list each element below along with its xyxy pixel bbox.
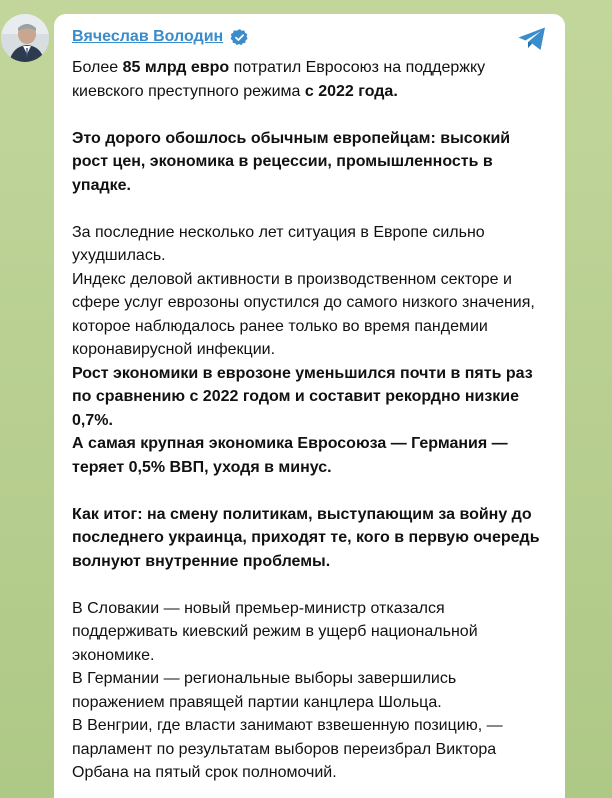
verified-badge-icon (230, 28, 249, 47)
paragraph-germany-gdp: А самая крупная экономика Евросоюза — Германия — теряет 0,5% ВВП, уходя в минус. (72, 435, 508, 476)
telegram-share-icon[interactable] (517, 26, 547, 52)
paragraph-conclusion: Как итог: на смену политикам, выступающим за войну до последнего украинца, приходят те, кого в первую очередь волнуют внутренние проблемы. (72, 505, 540, 570)
paragraph-growth: Рост экономики в еврозоне уменьшился почти в пять раз по сравнению с 2022 годом и составит рекордно низкие 0,7%. (72, 364, 533, 429)
paragraph-index: Индекс деловой активности в производственном секторе и сфере услуг еврозоны опустился до самого низкого значения, которое наблюдалось ранее только во время пандемии коронавирусной инфекции. (72, 270, 535, 358)
paragraph-germany-elections: В Германии — региональные выборы завершились поражением правящей партии канцлера Шольца. (72, 670, 457, 711)
message-text (72, 56, 545, 785)
paragraph-situation: За последние несколько лет ситуация в Европе сильно ухудшилась. (72, 223, 485, 264)
text-highlight-amount: 85 млрд евро (122, 59, 230, 76)
avatar-photo (1, 14, 49, 62)
paragraph-cost: Это дорого обошлось обычным европейцам: высокий рост цен, экономика в рецессии, промышленность в упадке. (72, 129, 511, 194)
text-fragment: Более (72, 59, 123, 76)
text-fragment: потратил Евросоюз на поддержку киевского преступного режима (72, 59, 486, 100)
author-name-link[interactable]: Вячеслав Володин (72, 28, 224, 45)
paragraph-hungary: В Венгрии, где власти занимают взвешенную позицию, — парламент по результатам выборов переизбрал Виктора Орбана на пятый срок полномочий. (72, 717, 503, 781)
paragraph-spending (72, 56, 545, 103)
message-bubble (54, 14, 565, 798)
message-header (72, 24, 545, 50)
author-avatar[interactable] (1, 14, 49, 62)
text-highlight-year: с 2022 года. (304, 82, 398, 100)
paragraph-slovakia: В Словакии — новый премьер-министр отказался поддерживать киевский режим в ущерб национальной экономике. (72, 599, 478, 664)
